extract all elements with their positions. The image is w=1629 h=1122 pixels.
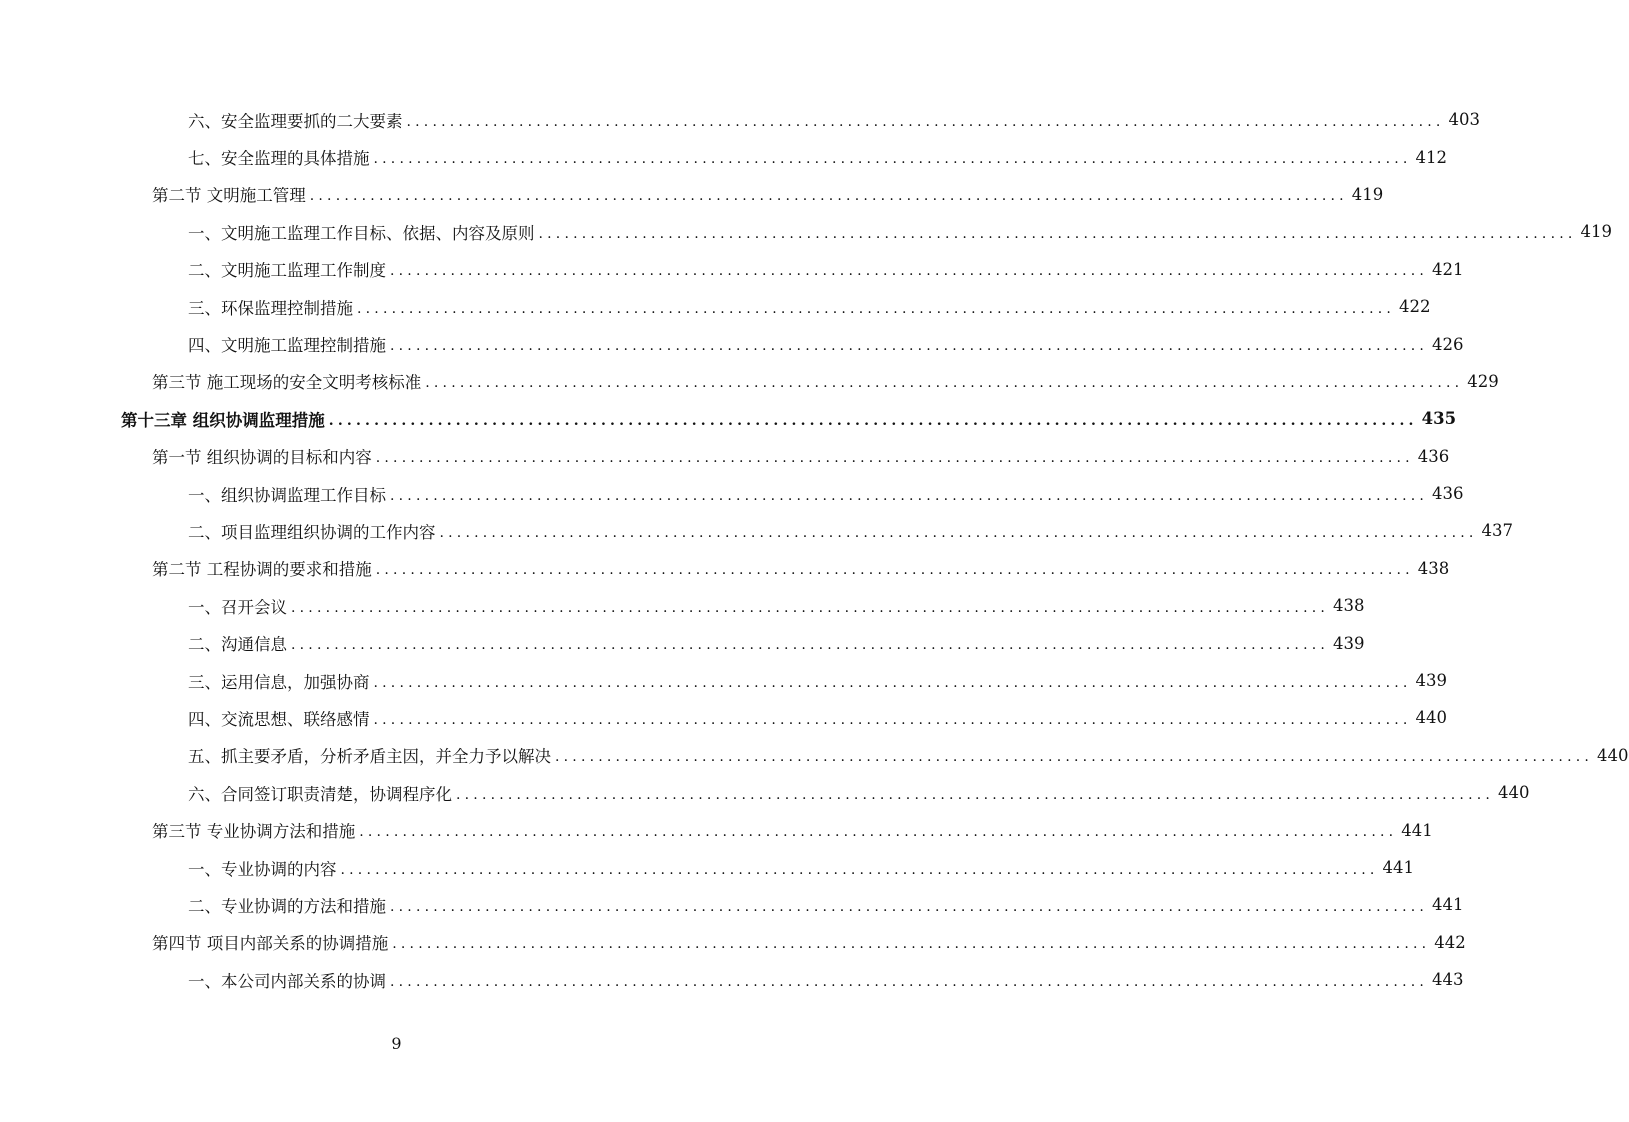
dot-leader: ........................................................................................................................ — [309, 188, 1348, 205]
toc-entry-section[interactable] — [0, 176, 1384, 213]
toc-entry-title: 第三节 施工现场的安全文明考核标准 — [152, 373, 422, 393]
dot-leader: ........................................................................................................................ — [390, 487, 1429, 504]
toc-entry-page: 403 — [1448, 110, 1481, 130]
toc-entry-subsection[interactable] — [0, 624, 1365, 661]
dot-leader: ........................................................................................................................ — [340, 861, 1379, 878]
dot-leader: ........................................................................................................................ — [406, 113, 1445, 130]
toc-entry-subsection[interactable] — [0, 325, 1464, 362]
toc-entry-subsection[interactable] — [0, 662, 1448, 699]
toc-entry-page: 441 — [1432, 895, 1464, 915]
toc-entry-title: 第四节 项目内部关系的协调措施 — [152, 934, 389, 954]
toc-entry-title: 一、组织协调监理工作目标 — [188, 485, 386, 505]
toc-entry-title: 六、安全监理要抓的二大要素 — [188, 111, 403, 131]
dot-leader: ........................................................................................................................ — [390, 898, 1429, 915]
toc-entry-page: 442 — [1434, 932, 1466, 952]
toc-entry-subsection[interactable] — [0, 774, 1530, 811]
toc-entry-page: 426 — [1432, 334, 1464, 354]
toc-entry-title: 四、交流思想、联络感情 — [188, 709, 370, 729]
toc-entry-section[interactable] — [0, 550, 1450, 587]
toc-entry-subsection[interactable] — [0, 849, 1415, 886]
toc-entry-page: 436 — [1417, 446, 1450, 466]
toc-entry-page: 443 — [1432, 970, 1464, 990]
dot-leader: ........................................................................................................................ — [359, 824, 1398, 841]
toc-entry-page: 438 — [1417, 558, 1450, 578]
toc-entry-page: 419 — [1580, 222, 1613, 242]
toc-entry-title: 一、文明施工监理工作目标、依据、内容及原则 — [188, 223, 535, 243]
toc-entry-page: 429 — [1467, 371, 1499, 391]
dot-leader: ........................................................................................................................ — [555, 749, 1594, 766]
toc-entry-subsection[interactable] — [0, 213, 1613, 250]
toc-entry-section[interactable] — [0, 363, 1499, 400]
toc-entry-title: 二、项目监理组织协调的工作内容 — [188, 522, 436, 542]
toc-entry-page: 422 — [1399, 297, 1431, 317]
toc-entry-title: 一、专业协调的内容 — [188, 859, 337, 879]
toc-entry-subsection[interactable] — [0, 512, 1514, 549]
toc-entry-subsection[interactable] — [0, 101, 1481, 138]
toc-entry-page: 440 — [1498, 783, 1530, 803]
toc-entry-title: 第二节 文明施工管理 — [152, 186, 306, 206]
toc-entry-subsection[interactable] — [0, 699, 1448, 736]
toc-entry-chapter[interactable] — [0, 400, 1457, 437]
dot-leader: ........................................................................................................................ — [375, 562, 1414, 579]
dot-leader: ........................................................................................................................ — [425, 375, 1464, 392]
toc-entry-title: 六、合同签订职责清楚，协调程序化 — [188, 784, 452, 804]
toc-entry-title: 一、本公司内部关系的协调 — [188, 971, 386, 991]
dot-leader: ........................................................................................................................ — [390, 338, 1429, 355]
toc-entry-title: 三、运用信息，加强协商 — [188, 672, 370, 692]
toc-entry-page: 437 — [1481, 521, 1514, 541]
dot-leader: ........................................................................................................................ — [456, 786, 1495, 803]
dot-leader: ........................................................................................................................ — [373, 674, 1412, 691]
toc-entry-title: 二、专业协调的方法和措施 — [188, 896, 386, 916]
toc-entry-subsection[interactable] — [0, 737, 1629, 774]
toc-entry-page: 435 — [1421, 409, 1457, 429]
toc-entry-title: 三、环保监理控制措施 — [188, 298, 353, 318]
dot-leader: ........................................................................................................................ — [538, 225, 1577, 242]
toc-entry-section[interactable] — [0, 924, 1466, 961]
toc-entry-title: 第三节 专业协调方法和措施 — [152, 822, 356, 842]
toc-entry-page: 439 — [1415, 671, 1448, 691]
toc-entry-page: 440 — [1597, 745, 1629, 765]
toc-entry-page: 436 — [1432, 484, 1464, 504]
toc-entry-page: 438 — [1333, 596, 1365, 616]
dot-leader: ........................................................................................................................ — [357, 300, 1396, 317]
toc-entry-page: 440 — [1415, 708, 1448, 728]
dot-leader: ........................................................................................................................ — [373, 711, 1412, 728]
toc-entry-section[interactable] — [0, 438, 1450, 475]
toc-entry-subsection[interactable] — [0, 961, 1464, 998]
dot-leader: ........................................................................................................................ — [373, 151, 1412, 168]
toc-entry-page: 439 — [1333, 633, 1365, 653]
dot-leader: ........................................................................................................................ — [439, 524, 1478, 541]
toc-entry-page: 421 — [1432, 259, 1464, 279]
dot-leader: ........................................................................................................................ — [392, 936, 1431, 953]
toc-entry-page: 441 — [1401, 820, 1433, 840]
toc-entry-subsection[interactable] — [0, 587, 1365, 624]
toc-entry-title: 七、安全监理的具体措施 — [188, 149, 370, 169]
toc-entry-title: 第一节 组织协调的目标和内容 — [152, 448, 372, 468]
toc-entry-title: 五、抓主要矛盾，分析矛盾主因，并全力予以解决 — [188, 747, 551, 767]
page-number: 9 — [391, 1034, 402, 1053]
table-of-contents — [0, 101, 1629, 998]
toc-entry-title: 第十三章 组织协调监理措施 — [121, 410, 325, 430]
toc-entry-page: 419 — [1351, 184, 1384, 204]
toc-entry-subsection[interactable] — [0, 886, 1464, 923]
toc-entry-subsection[interactable] — [0, 288, 1431, 325]
dot-leader: ........................................................................................................................ — [390, 263, 1429, 280]
toc-entry-subsection[interactable] — [0, 251, 1464, 288]
toc-entry-subsection[interactable] — [0, 475, 1464, 512]
toc-entry-title: 二、文明施工监理工作制度 — [188, 261, 386, 281]
toc-entry-page: 441 — [1382, 858, 1415, 877]
dot-leader: ........................................................................................................................ — [328, 412, 1418, 429]
toc-entry-subsection[interactable] — [0, 138, 1448, 175]
dot-leader: ........................................................................................................................ — [291, 637, 1330, 654]
dot-leader: ........................................................................................................................ — [291, 599, 1330, 616]
toc-entry-page: 412 — [1415, 147, 1448, 167]
toc-entry-section[interactable] — [0, 811, 1433, 848]
toc-entry-title: 第二节 工程协调的要求和措施 — [152, 560, 372, 580]
toc-entry-title: 一、召开会议 — [188, 597, 287, 617]
toc-entry-title: 四、文明施工监理控制措施 — [188, 336, 386, 356]
dot-leader: ........................................................................................................................ — [375, 450, 1414, 467]
dot-leader: ........................................................................................................................ — [390, 973, 1429, 990]
toc-entry-title: 二、沟通信息 — [188, 635, 287, 655]
